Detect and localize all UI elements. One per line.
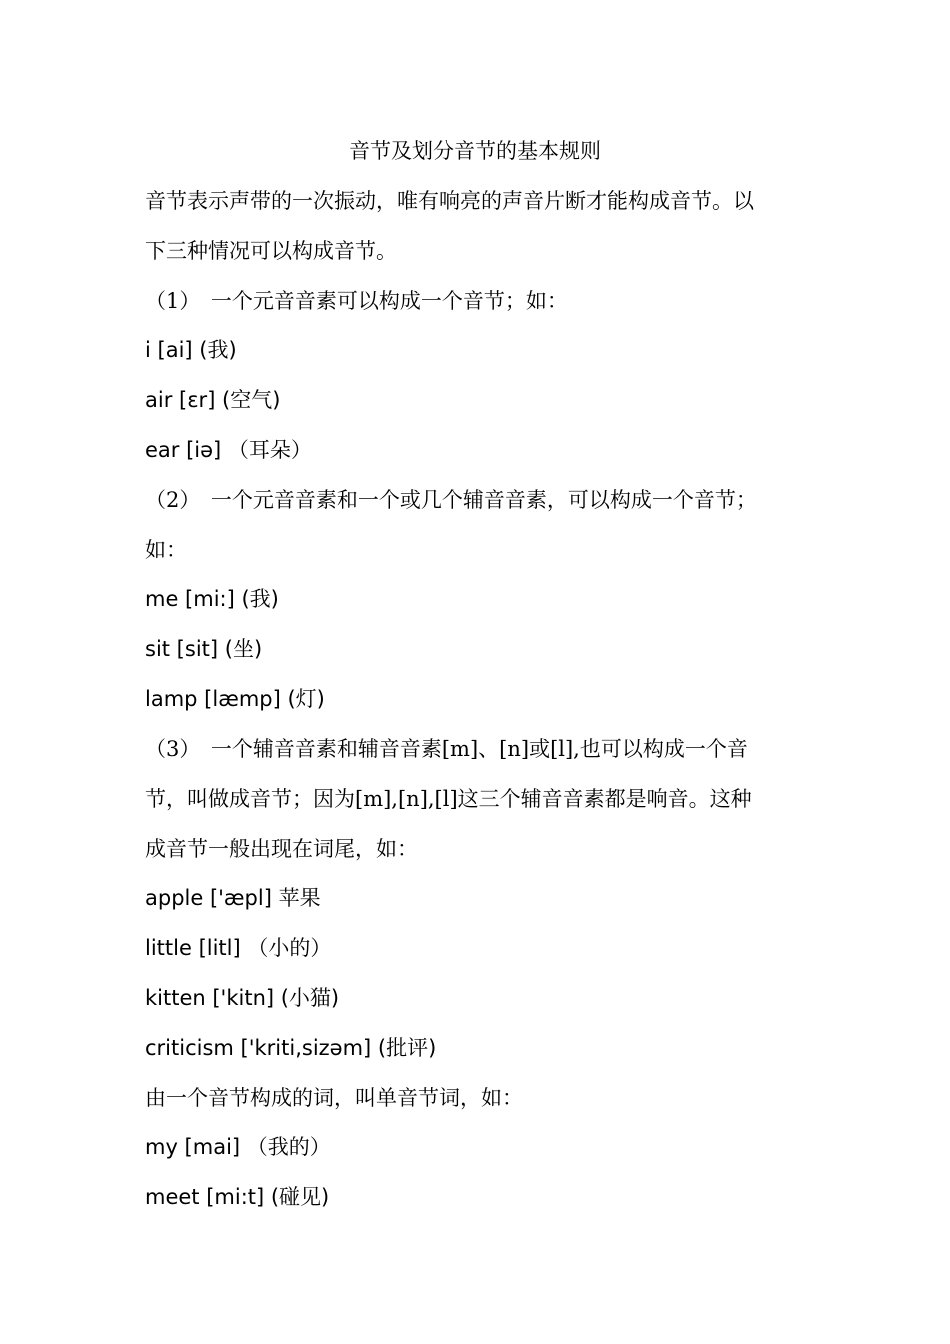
paragraph-line-intro-2: 下三种情况可以构成音节。 (145, 239, 397, 263)
example-line: meet [mi:t] (碰见) (145, 1185, 330, 1209)
example-line: ear [iə] （耳朵） (145, 438, 312, 462)
example-line: criticism ['kriti,sizəm] (批评) (145, 1036, 437, 1060)
rule-3-heading-continued: 成音节一般出现在词尾，如： (145, 837, 418, 861)
paragraph-line-intro-1: 音节表示声带的一次振动，唯有响亮的声音片断才能构成音节。以 (145, 189, 754, 213)
rule-2-heading: （2） 一个元音音素和一个或几个辅音音素，可以构成一个音节； (145, 488, 757, 512)
example-line: lamp [læmp] (灯) (145, 687, 325, 711)
example-line: little [litl] （小的） (145, 936, 332, 960)
example-line: my [mai] （我的） (145, 1135, 331, 1159)
example-line: apple ['æpl] 苹果 (145, 886, 321, 910)
example-line: i [ai] (我) (145, 338, 237, 362)
rule-3-heading: （3） 一个辅音音素和辅音音素[m]、[n]或[l],也可以构成一个音 (145, 737, 748, 761)
example-line: kitten ['kitn] (小猫) (145, 986, 340, 1010)
document-title: 音节及划分音节的基本规则 (349, 139, 601, 163)
monosyllable-intro: 由一个音节构成的词，叫单音节词，如： (145, 1086, 523, 1110)
example-line: me [mi:] (我) (145, 587, 279, 611)
rule-3-heading-continued: 节，叫做成音节；因为[m],[n],[l]这三个辅音音素都是响音。这种 (145, 787, 752, 811)
example-line: air [ɛr] (空气) (145, 388, 281, 412)
rule-2-heading-continued: 如： (145, 538, 187, 562)
rule-1-heading: （1） 一个元音音素可以构成一个音节；如： (145, 289, 568, 313)
example-line: sit [sit] (坐) (145, 637, 263, 661)
